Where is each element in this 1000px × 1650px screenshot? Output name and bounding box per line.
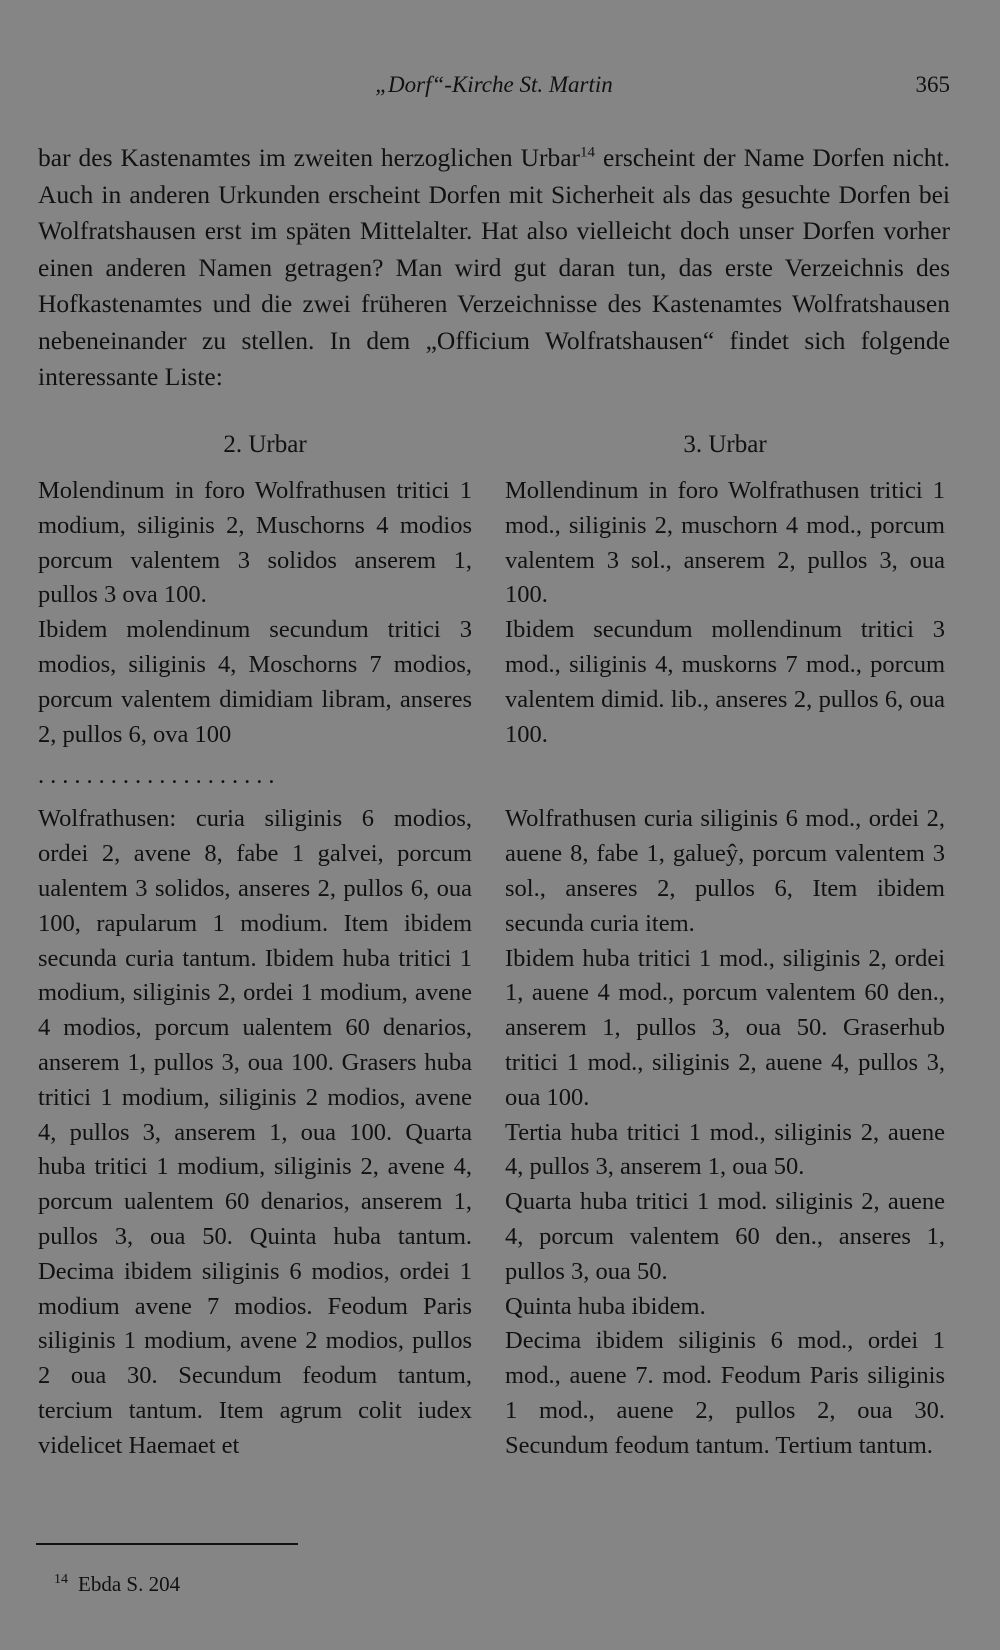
- footnote-divider: [36, 1543, 298, 1545]
- column-gap: [505, 752, 945, 802]
- left-entry-mill-2: Ibidem molendinum secundum tritici 3 modios, siliginis 4, Moschorns 7 modios, porcum valentem dimidiam libram, anseres 2, pullos 6, ova 100: [38, 616, 472, 748]
- right-column-heading: 3. Urbar: [683, 431, 767, 458]
- footnote: [54, 1572, 180, 1597]
- page-number: 365: [915, 72, 950, 97]
- left-column-heading: 2. Urbar: [223, 431, 307, 458]
- right-entry-curia: Wolfrathusen curia siliginis 6 mod., ordei 2, auene 8, fabe 1, galueŷ, porcum valentem 3 sol., anseres 2, pullos 6, Item ibidem secunda curia item.: [505, 805, 945, 937]
- right-entry-quarta: Quarta huba tritici 1 mod. siliginis 2, auene 4, porcum valentem 60 den., anseres 1, pullos 3, oua 50.: [505, 1188, 945, 1285]
- left-entry-mill-1: Molendinum in foro Wolfrathusen tritici 1 modium, siliginis 2, Muschorns 4 modios porcum valentem 3 solidos anserem 1, pullos 3 ova 100.: [38, 477, 472, 609]
- left-entry-curia: Wolfrathusen: curia siliginis 6 modios, ordei 2, avene 8, fabe 1 galvei, porcum ualentem 3 solidos, anseres 2, pullos 6, oua 100, rapularum 1 modium. Item ibidem secunda curia tantum. Ibidem huba tritici 1 modium, siliginis 2, ordei 1 modium, avene 4 modios, porcum ualentem 60 denarios, anserem 1, pullos 3, oua 100. Grasers huba tritici 1 modium, siliginis 2 modios, avene 4, pullos 3, anserem 1, oua 100. Quarta huba tritici 1 modium, siliginis 2, avene 4, porcum ualentem 60 denarios, anserem 1, pullos 3, oua 50. Quinta huba tantum. Decima ibidem siliginis 6 modios, ordei 1 modium avene 7 modios. Feodum Paris siliginis 1 modium, avene 2 modios, pullos 2 oua 30. Secundum feodum tantum, tercium tantum. Item agrum colit iudex videlicet Haemaet et: [38, 805, 472, 1459]
- left-column: [38, 428, 472, 1464]
- intro-text-start: bar des Kastenamtes im zweiten herzoglichen Urbar: [38, 143, 581, 172]
- right-entry-huba: Ibidem huba tritici 1 mod., siliginis 2, ordei 1, auene 4 mod., porcum valentem 60 den., anserem 1, pullos 3, oua 50. Graserhub tritici 1 mod., siliginis 2, auene 4, pullos 3, oua 100.: [505, 944, 945, 1111]
- page-header: [38, 72, 950, 112]
- footnote-text: Ebda S. 204: [78, 1572, 181, 1596]
- right-entry-mill-1: Mollendinum in foro Wolfrathusen tritici 1 mod., siliginis 2, muschorn 4 mod., porcum valentem 3 sol., anserem 2, pullos 3, oua 100.: [505, 477, 945, 609]
- right-entry-quinta: Quinta huba ibidem.: [505, 1292, 706, 1320]
- footnote-reference: 14: [580, 144, 596, 161]
- ellipsis-dots: ....................: [38, 762, 281, 790]
- right-entry-decima: Decima ibidem siliginis 6 mod., ordei 1 mod., auene 7. mod. Feodum Paris siliginis 1 mod., auene 2, pullos 2, oua 30. Secundum feodum tantum. Tertium tantum.: [505, 1327, 945, 1459]
- right-entry-mill-2: Ibidem secundum mollendinum tritici 3 mod., siliginis 4, muskorns 7 mod., porcum valentem dimid. lib., anseres 2, pullos 6, oua 100.: [505, 616, 945, 748]
- footnote-number: 14: [54, 1572, 68, 1587]
- right-entry-tertia: Tertia huba tritici 1 mod., siliginis 2, auene 4, pullos 3, anserem 1, oua 50.: [505, 1118, 945, 1181]
- intro-text-end: erscheint der Name Dorfen nicht. Auch in anderen Urkunden erscheint Dorfen mit Sicherheit als das gesuchte Dorfen bei Wolfratshausen erst im späten Mittelalter. Hat also vielleicht doch unser Dorfen vorher einen anderen Namen getragen? Man wird gut daran tun, das erste Verzeichnis des Hofkastenamtes und die zwei früheren Verzeichnisse des Kastenamtes Wolfratshausen nebeneinander zu stellen. In dem „Officium Wolfratshausen“ findet sich folgende interessante Liste:: [38, 143, 950, 391]
- running-title: „Dorf“-Kirche St. Martin: [375, 72, 613, 97]
- intro-paragraph: [38, 140, 950, 396]
- right-column: [505, 428, 945, 1464]
